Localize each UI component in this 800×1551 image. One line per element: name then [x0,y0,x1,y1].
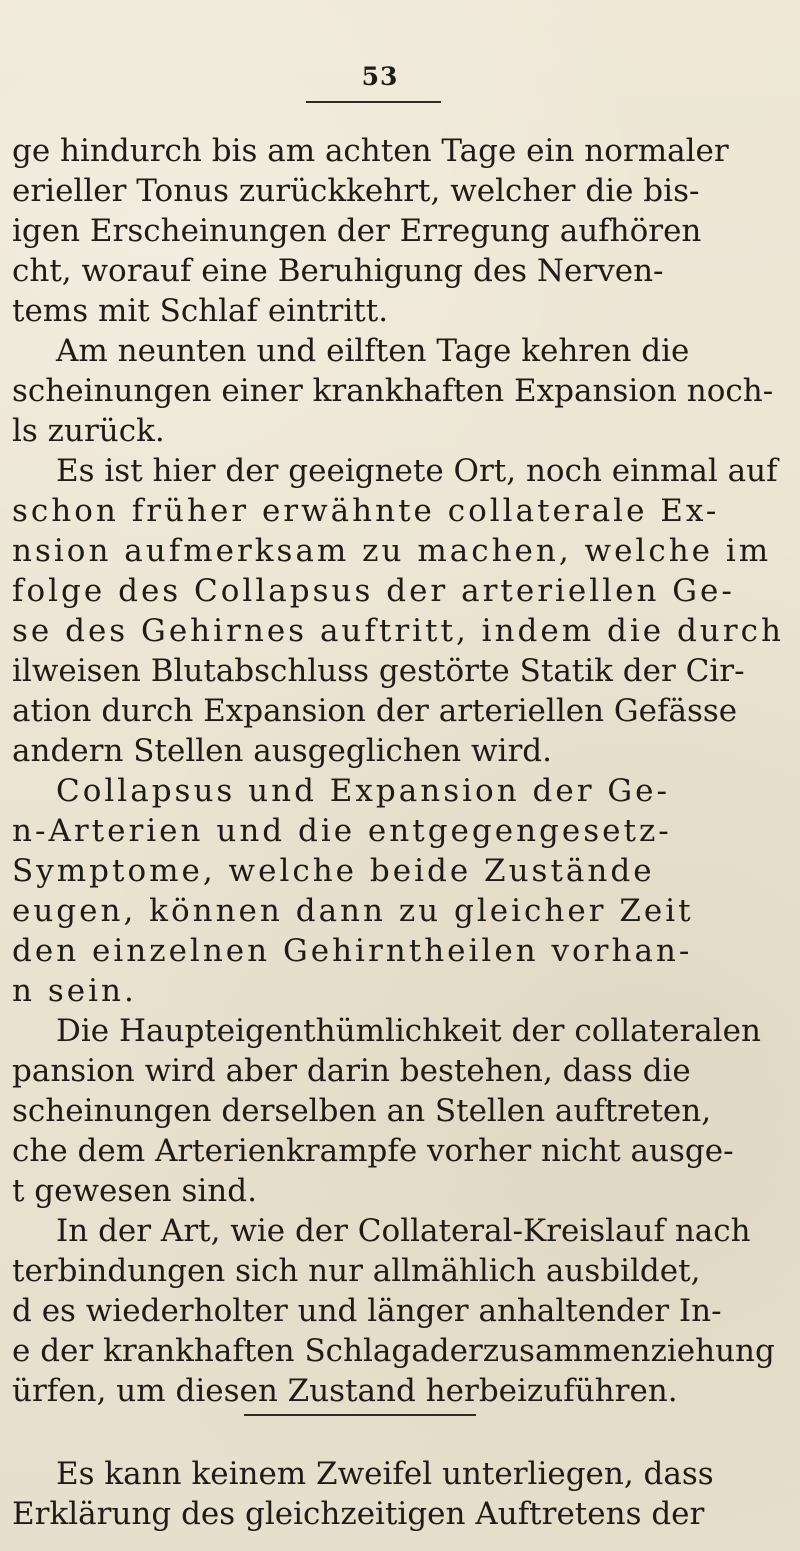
section-divider [244,1414,476,1416]
text-line-21: den einzelnen Gehirntheilen vorhan- [12,933,693,969]
text-line-5: tems mit Schlaf eintritt. [12,293,389,329]
text-line-32: ürfen, um diesen Zustand herbeizuführen. [12,1373,678,1409]
text-line-27: t gewesen sind. [12,1173,257,1209]
continuation-line-2: Erklärung des gleichzeitigen Auftretens der [12,1496,705,1532]
text-line-8: ls zurück. [12,413,165,449]
text-line-18: n-Arterien und die entgegengesetz- [12,813,672,849]
text-line-3: igen Erscheinungen der Erregung aufhören [12,213,702,249]
text-line-20: eugen, können dann zu gleicher Zeit [12,893,694,929]
text-line-13: se des Gehirnes auftritt, indem die durch [12,613,784,649]
text-line-7: scheinungen einer krankhaften Expansion noch- [12,373,774,409]
text-line-30: d es wiederholter und länger anhaltender In- [12,1293,722,1329]
page-number: 53 [361,62,399,91]
text-line-12: folge des Collapsus der arteriellen Ge- [12,573,735,609]
text-line-10: schon früher erwähnte collaterale Ex- [12,493,720,529]
text-line-29: terbindungen sich nur allmählich ausbildet, [12,1253,701,1289]
text-line-1: ge hindurch bis am achten Tage ein normaler [12,133,729,169]
text-line-31: e der krankhaften Schlagaderzusammenziehung [12,1333,775,1369]
text-line-19: Symptome, welche beide Zustände [12,853,655,889]
text-line-24: pansion wird aber darin bestehen, dass die [12,1053,691,1089]
text-line-9: Es ist hier der geeignete Ort, noch einmal auf [56,453,778,489]
text-line-28: In der Art, wie der Collateral-Kreislauf nach [56,1213,751,1249]
continuation-line-1: Es kann keinem Zweifel unterliegen, dass [56,1456,714,1492]
text-line-6: Am neunten und eilften Tage kehren die [56,333,690,369]
text-line-2: erieller Tonus zurückkehrt, welcher die bis- [12,173,700,209]
text-line-4: cht, worauf eine Beruhigung des Nerven- [12,253,664,289]
text-line-16: andern Stellen ausgeglichen wird. [12,733,552,769]
text-line-26: che dem Arterienkrampfe vorher nicht ausge- [12,1133,734,1169]
text-line-25: scheinungen derselben an Stellen auftreten, [12,1093,712,1129]
text-line-23: Die Haupteigenthümlichkeit der collateralen [56,1013,761,1049]
text-line-11: nsion aufmerksam zu machen, welche im [12,533,772,569]
text-line-22: n sein. [12,973,137,1009]
text-line-17: Collapsus und Expansion der Ge- [56,773,670,809]
text-line-14: ilweisen Blutabschluss gestörte Statik der Cir- [12,653,745,689]
text-line-15: ation durch Expansion der arteriellen Gefässe [12,693,738,729]
